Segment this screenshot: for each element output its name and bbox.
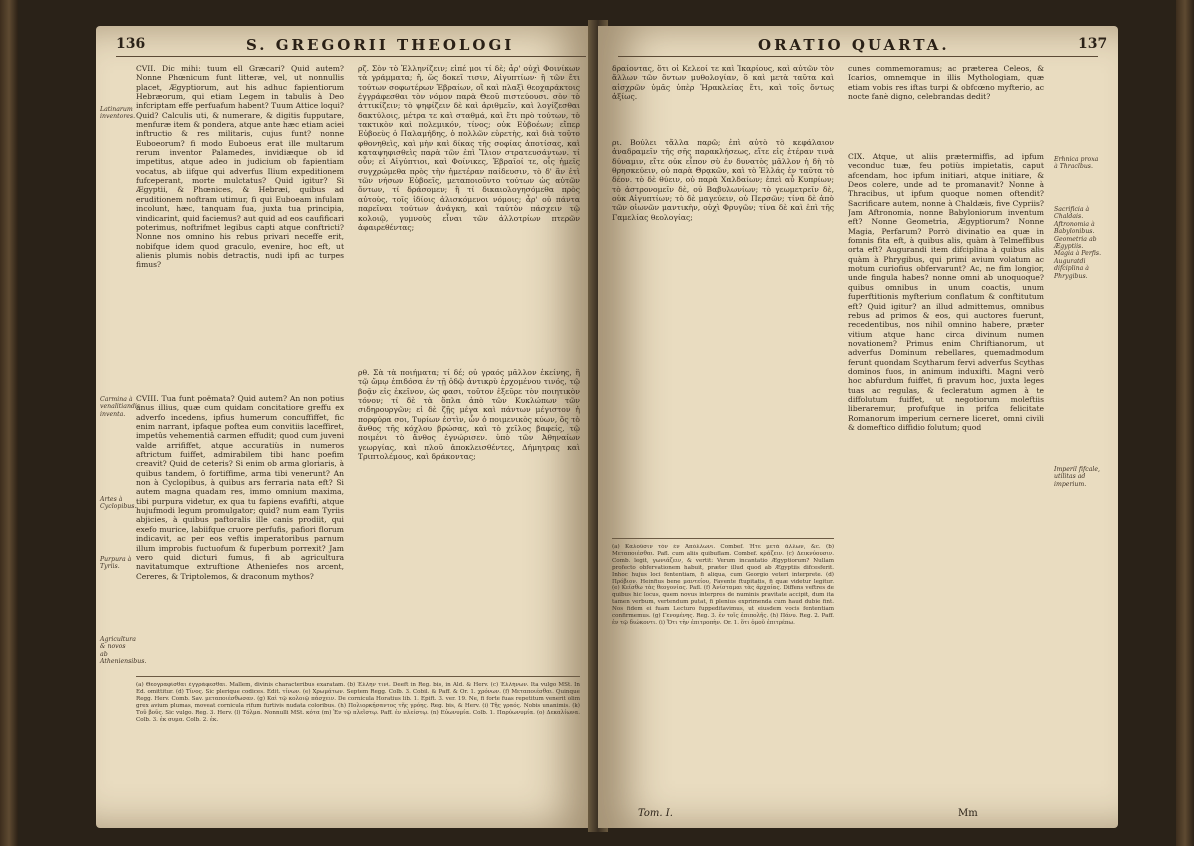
right-footnotes-greek-side: (a) Καλοῦσιν τὸν ἐν Ἀπόλλωνι. Combef. Ἡτε μετὰ ἄλλων, &c. (b) Μεταποιέσθαι. Pafl. cum aliis quibuflam. Combef. κράζειν. (c) Δεικνύουσιν. Comb. legit, γωνιάζειν, & vertit: Verum incantatio Ægyptiorum? Nullam profecto obfervationem habuit, præter illud quod ab Ægyptiis difcesferit. Inhoc hujus loci fententiam, fi aliqua, cum Georgio veteri interprete. (d) Πρόβιον. Heinfius bene μαντείου, Favente ftupitatis, fi quæ videtur legitur. (e) Κείσθω τὰς θεογονίας. Pafl. (f) Ἀνίσταμαι τὰς ἀρχαίας. Diffens veftres de quibus hic locus, quem novus interpres de numinis pravitate accipit, dum ita tamen verbum, vertendum putat, fi plenius exprimenda cum haud dubie fint. Nos fidem ei fuam Lecturo fuppeditavimus, ut eiusdem vocis fententiam confirmemus. (g) Γενομένης. Reg. 3. ἐν τοῖς ἐπιπολῆς. (h) Πάνυ. Reg. 2. Paff. ἐν τῷ διώκοντι. (i) Ὅτι τὴν ἐπιτροπὴν. Or. 1. ὅτι ὁμοῦ ἐπιτρέπω. xyxy=(612,544,834,626)
latin-column-section-cvii: CVII. Dic mihi: tuum ell Græcari? Quid autem? Nonne Phœnicum funt litteræ, vel, ut nonnullis placet, Ægyptiorum, aut his adhuc fapientiorum Hebræorum, qui etiam Legem in tabulis à Deo infcriptam effe perfuafum habent? Tuum Attice loqui? Quid? Calculis uti, & numerare, & digitis fupputare, menfuræ item & pondera, atque ante hæc etiam aciei inftructio & res militaris, cujus funt? nonne Euboeorum? fi modo Euboeus erat ille multarum rerum inventor Palamedes, invidiæque ob id impetitus, atque adeo in judicium ob fapientiam vocatus, ab iifque qui adverfus Ilium expeditionem fufceperant, morte mulctatus? Quid igitur? Si Ægyptii, & Phœnices, & Hebræi, quibus ad eruditionem noftram utimur, fi qui Euboeam infulam incolunt, hæc, tanquam fua, juxta tua principia, vindicarint, quid faciemus? aut quid ad eos caufificari poterimus, noftrifmet legibus capti atque conftricti? Nonne nos omnino his rebus privari neceffe erit, nobifque idem quod graculo, evenire, hoc eft, ut alienis plumis nobis detractis, nudi ipfi ac turpes fimus? xyxy=(136,64,344,270)
greek-column-section-107: ρζ. Σὸν τὸ Ἑλληνίζειν; εἰπέ μοι τί δὲ; ἆρ' οὐχὶ Φοινίκων τὰ γράμματα; ἤ, ὥς δοκεῖ τισιν, Αἰγυπτίων· ἢ τῶν ἔτι τούτων σοφωτέρων Ἑβραίων, οἳ καὶ πλαξὶ θεοχαράκτοις ἐγγράφεσθαι τὸν νόμον παρὰ Θεοῦ πιστεύουσι. σὸν τὸ ἀττικίζειν; τὸ ψηφίζειν δὲ καὶ ἀριθμεῖν, καὶ λογίζεσθαι δακτύλοις, μέτρα τε καὶ σταθμά, καὶ ἔτι πρὸ τούτων, τὸ τακτικὸν καὶ πολεμικόν, τίνος; οὐκ Εὐβοέων; εἴπερ Εὐβοεὺς ὁ Παλαμήδης, ὁ πολλῶν εὑρετὴς, καὶ διὰ τοῦτο φθονηθεὶς, καὶ μὴν καὶ δίκας τῆς σοφίας ἀποτίσας, καὶ καταψηφισθεὶς παρὰ τῶν ἐπὶ Ἴλιον στρατευσάντων. τί οὖν; εἰ Αἰγύπτιοι, καὶ Φοίνικες, Ἑβραῖοί τε, οἷς ἡμεῖς συγχρώμεθα πρὸς τὴν ἡμετέραν παίδευσιν, τὸ δ' ἂν ἐτὶ τῶν νήσων Εὐβοεῖς, μεταποιοῦντο τούτων ὡς αὐτῶν ὄντων, τί δράσομεν; ἢ τί δικαιολογησόμεθα πρὸς αὐτοὺς, τοῖς ἰδίοις ἁλισκόμενοι νόμοις; ἆρ' οὐ πάντα παρεῖναι τούτων ἀνάγκη, καὶ ταὐτὸν πάσχειν τῷ κολοιῷ, γυμνοὺς εἶναι τῶν ἀλλοτρίων πτερῶν ἀφαιρεθέντας; xyxy=(358,64,580,232)
margin-note: Imperil fifcale, utilitas ad imperium. xyxy=(1054,466,1100,488)
greek-column-section-108: ρθ. Σὰ τὰ ποιήματα; τί δέ; οὐ γραός μᾶλλον ἐκείνης, ἣ τῷ ὤμῳ ἐπιδόσα ἐν τῇ ὁδῷ ἀντικρὺ ἐρχομένου τινός, τῷ βοᾷν εἰς ἐκεῖνον, ὡς φασι, τοῦτον ἐξεῦρε τὸν ποιητικὸν τόνον; τί δὲ τὰ ὅπλα ἀπὸ τῶν Κυκλώπων τῶν σιδηρουργῶν; εἰ δὲ ζῇς μέγα καὶ πάντων μέγιστον ἡ πορφύρα σοι, Τυρίων ἐστὶν, ὧν ὁ ποιμενικὸς κύων, ὅς τὸ ἄνθος τῆς κόχλου βρώσας, καὶ τὸ χεῖλος βαφείς, τῷ ποιμένι τὸ ἄνθος ἐγνώρισεν. ὑπὸ τῶν Ἀθηναίων γεωργίας, καὶ πλοῦ ἀποκλεισθέντες, Δήμητρας καὶ Τριπτολέμους, καὶ δράκοντας; xyxy=(358,368,580,462)
left-running-head: S. GREGORII THEOLOGI xyxy=(246,36,515,54)
left-book-edge xyxy=(0,0,18,846)
notes-rule xyxy=(136,676,580,677)
right-running-head: ORATIO QUARTA. xyxy=(758,36,950,54)
margin-note: Carmina à venalitiandis inventa. xyxy=(100,396,141,418)
margin-note: Agricultura & novos ab Atheniensibus. xyxy=(100,636,147,666)
signature-mark: Tom. I. xyxy=(638,808,673,819)
left-head-rule xyxy=(116,56,586,57)
right-page xyxy=(598,26,1118,828)
margin-note: Sacrificia à Chaldais. Aftronomia à Babylonibus. Geometria ab Ægyptiis. Magia à Perfis. Auguratdi difciplina à Phrygibus. xyxy=(1054,206,1102,280)
latin-column-section-cviii: CVIII. Tua funt poëmata? Quid autem? An non potius anus illius, quæ cum quidam concitatiore greffu ex adverfo incedens, ipfius humerum concuffiffet, fic enim narrant, ipfaque poftea eum convitiis laceffiret, impetûs vehementiâ carmen effudit; quod cum juveni valde arrififfet, atque accuratiùs in numeros aftrictum fuiffet, admirabilem tibi hanc poefim creavit? Quid de ceteris? Si enim ob arma gloriaris, à quibus tandem, ô fortiffime, arma tibi venerunt? An non à Cyclopibus, à quibus ars ferraria nata eft? Si autem magna quadam res, immo omnium maxima, tibi purpura videtur, ex qua tu fapiens evafifti, atque hujufmodi legum promulgator; quid? num eam Tyriis abjicies, à quibus paftoralis ille canis prodiit, qui exefo murice, labiifque cruore perfufis, pafiori florum indicavit, ac per eos veftis imperatoribus parnum illum improbis fuctuofum & fuperbum porrexit? Jam vero quid dicturi fumus, fi ab agricultura navitatumque extruftione Atheniefes nos arcent, Cereres, & Triptolemos, & draconum mythos? xyxy=(136,394,344,581)
margin-note: Latinarum inventores. xyxy=(100,106,136,121)
notes-rule xyxy=(612,538,834,539)
sheet-mark: Mm xyxy=(958,808,978,819)
margin-note: Artes à Cyclopibus. xyxy=(100,496,137,511)
right-book-edge xyxy=(1176,0,1194,846)
right-head-rule xyxy=(618,56,1098,57)
left-footnotes: (a) Θεογραφίσθαι ἐγγράφεσθαι. Mallem, divinis characteribus exaratam. (b) Ἑλλην τινί. Deeft in Reg. bis, in Ald. & Herv. (c) Ἑλλήνων. Ita vulgo MSt. In Ed. omittitur. (d) Τίνος. Sic plerique codices. Edit. τίνων. (e) Χρωμάτων. Septem Regg. Colb. 3. Cobil. & Paff. & Or. 1. χρόνων. (f) Μεταποιέσθαι. Quinque Regg. Herv. Comb. Sav. μεταποιέσθωσαν. (g) Καὶ τῷ κολοιῷ πάσχειν. De cornicula Horatius lib. 1. Epift. 3. ver. 19. Ne, fi forte fuas repetitum venerit olim grex avium plumas, moveat cornicula rifum furtivis nudata coloribus. (h) Πολιορκήσαντος τῆς γρόης. Reg. bis, & Herv. (i) Τῆς γραός. Nobis unanimis. (k) Τοῦ βοῦς. Sic vulgo. Reg. 3. Herv. (l) Τόλμα. Nonnulli MSt. κότα (m) Ἐν τῷ πλεῖστῳ. Paff. ἐν πλείστῳ. (n) Εὐωνυμία. Colb. 1. Παρύωνυμία. (o) Δεκαλίωνα. Colb. 3. ἐκ συμα. Colb. 2. ἐκ. xyxy=(136,682,580,723)
left-page-number: 136 xyxy=(116,36,146,52)
greek-column-continuation: δραίοντας, ὅτι οἱ Κελεοί τε καὶ Ἰκαρίους, καὶ αὐτῶν τὸν ἄλλων τῶν ὄντων μυθολογίαν, ὅ καὶ μετὰ ταῦτα καὶ αἰσχρῶν ὑμᾶς ὑπὲρ Ἡρακλείας ἔτι, καὶ τοῖς ὄντως ἀξίως. xyxy=(612,64,834,102)
greek-column-section-109: ρι. Βούλει τἄλλα παρῶ; ἐπὶ αὐτὸ τὸ κεφάλαιον ἀναδραμεῖν τῆς σῆς παρακλήσεως, εἴτε εἰς ἑτέραν τινὰ δύναμιν, εἴτε οὐκ εἶπον σὺ ἐν δυνατὸς μᾶλλον ἡ δὴ τὸ θρησκεύειν, οὐ παρὰ Θρᾳκῶν, καὶ τὸ Ἐλλάς ἐν ταῦτα τὸ δέον. τὸ δὲ θύειν, οὐ παρὰ Χαλδαίων; ἐπεὶ αὖ Κυπρίων; τὸ ἀστρονομεῖν δὲ, οὐ Βαβυλωνίων; τὸ γεωμετρεῖν δὲ, οὐκ Αἰγυπτίων; τὸ δὲ μαγεύειν, οὐ Περσῶν; τίνα δὲ ἀπὸ τῶν οἰωνῶν μαντικὴν, οὐχὶ Φρυγῶν; τίνα δὲ καὶ ἐπὶ τῆς Γαμελίας θεολογίας; xyxy=(612,138,834,222)
left-page xyxy=(96,26,596,828)
right-page-number: 137 xyxy=(1078,36,1108,52)
latin-column-section-cix: CIX. Atque, ut aliis prætermiffis, ad ipfum veconduc tuæ, feu potiùs impietatis, caput afcendam, hoc ipfum initiari, atque initiare, & Deos colere, unde ad te promanavit? Nonne à Thracibus, ut ipfum quoque nomen oftendit? Sacrificare autem, nonne à Chaldæis, five Cypriis? Jam Aftronomia, nonne Babyloniorum inventum eft? Nonne Geometria, Ægyptiorum? Nonne Magia, Perfarum? Porrò divinatio ea quæ in fomnis fita eft, à quibus alis, quàm à Telmeffibus orta eft? Augurandi item difciplina à quibus alis quàm à Phrygibus, qui primi avium volatum ac motum curiofius obfervarunt? Ac, ne fim longior, unde fingula habes? nonne omni ab unoquoque? quibus omnibus in unum coactis, unum fuperftitionis myfterium conflatum & conftitutum eft? Quid igitur? an illud admittemus, omnibus rebus ad primos & eos, qui auctores fuerunt, recedentibus, nos nihil omnino habere, præter vitium atque hanc circa divinum numen novationem? Primus enim Chriftianorum, ut adverfus Dominum rebellares, quemadmodum ferunt quondam Scytharum fervi adverfus Scythas dominos fuos, in animum induxifti. Magni verò hoc abfurdum fuiffet, fi pravum hoc, juxta leges tuas ac regulas, & fecleratum agmen à te diffolutum fuiffet, ut negotiorum moleftiis liberaremur, profufque in prifca felicitate Romanorum imperium cernere liceret, omni civili & domeftico diffidio folutum; quod xyxy=(848,152,1044,432)
latin-column-continuation: cunes commemoramus; ac præterea Celeos, & Icarios, omnemque in illis Mythologiam, quæ etiam vobis res iftas turpi & obfcœno myfterio, ac nocte fanè digno, celebrandas dedit? xyxy=(848,64,1044,102)
margin-note: Purpura à Tyriis. xyxy=(100,556,132,571)
margin-note: Erhnica proxa à Thraclbus. xyxy=(1054,156,1099,171)
